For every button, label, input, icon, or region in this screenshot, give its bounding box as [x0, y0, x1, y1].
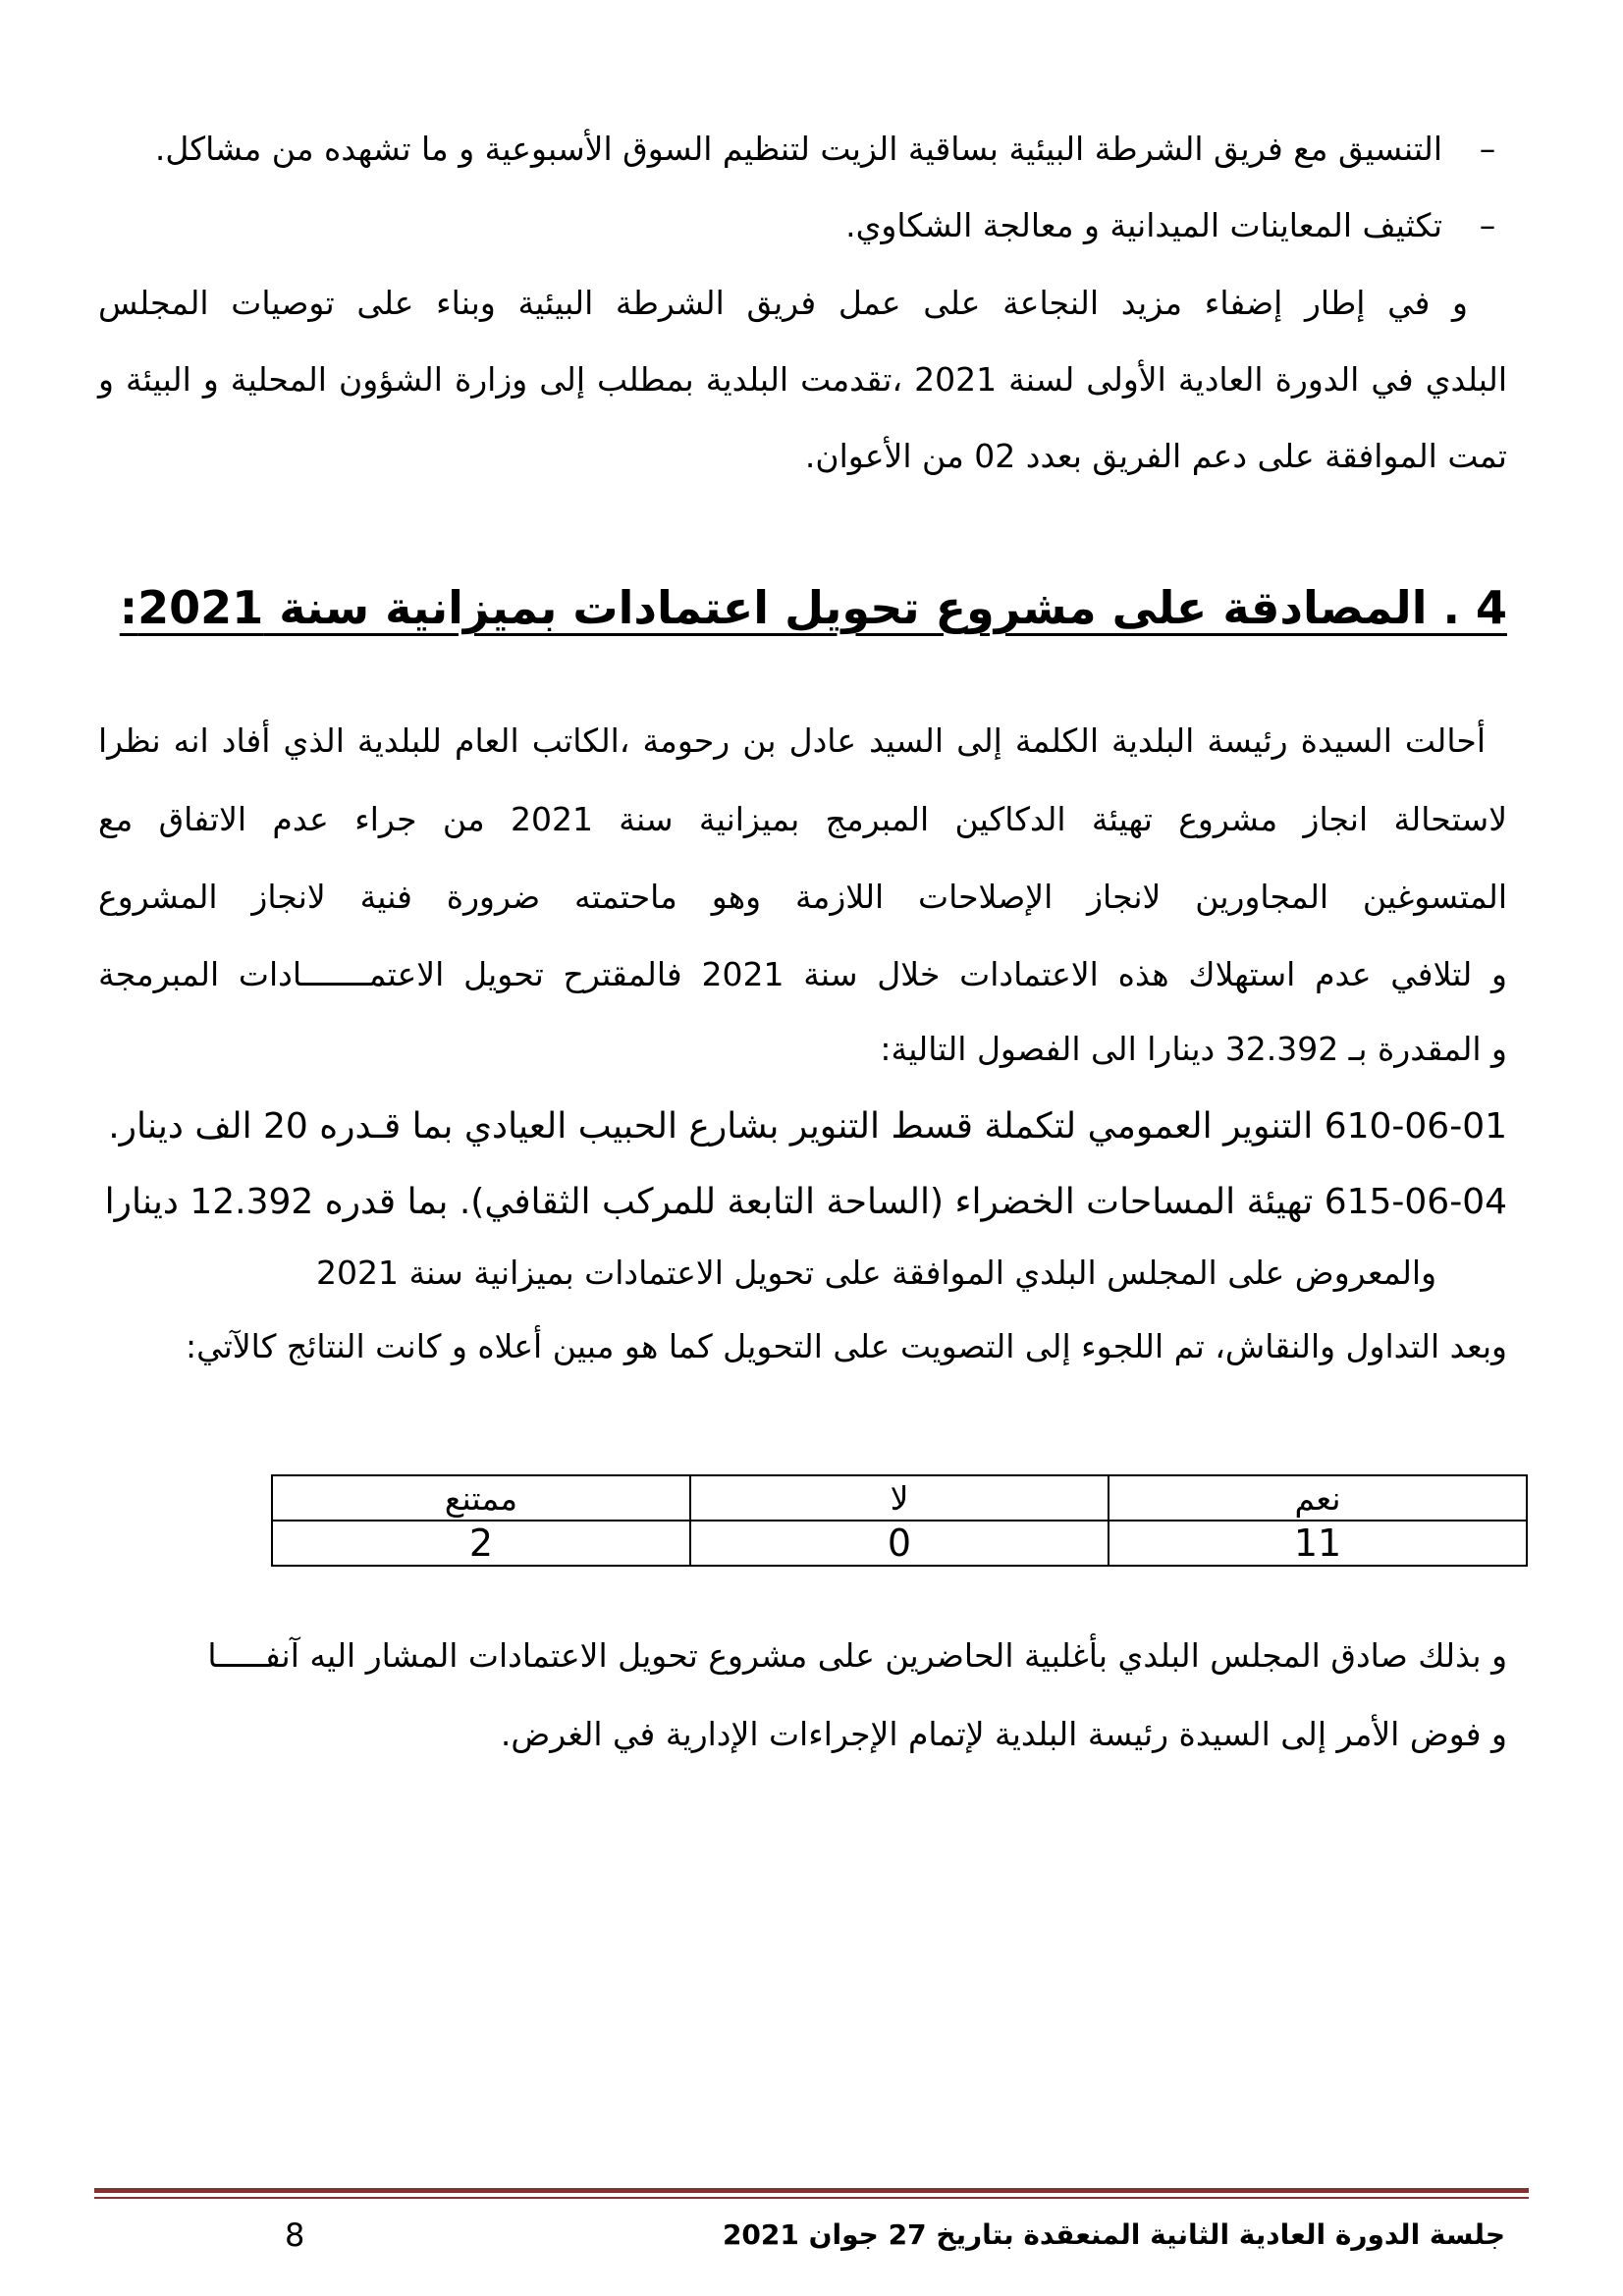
value-no: 0	[690, 1521, 1109, 1566]
paragraph-line: تمت الموافقة على دعم الفريق بعدد 02 من الأعوان.	[804, 437, 1507, 475]
conclusion-line: و فوض الأمر إلى السيدة رئيسة البلدية لإتمام الإجراءات الإدارية في الغرض.	[500, 1715, 1507, 1753]
list-item-text: تكثيف المعاينات الميدانية و معالجة الشكاوي.	[845, 206, 1442, 244]
header-no: لا	[690, 1475, 1109, 1521]
proposal-line: والمعروض على المجلس البلدي الموافقة على تحويل الاعتمادات بميزانية سنة 2021	[316, 1254, 1436, 1292]
budget-item: 615-06-04 تهيئة المساحات الخضراء (الساحة التابعة للمركب الثقافي). بما قدره 12.392 دينارا	[104, 1182, 1507, 1222]
paragraph-line: أحالت السيدة رئيسة البلدية الكلمة إلى السيد عادل بن رحومة ،الكاتب العام للبلدية الذي أفاد انه نظرا	[98, 721, 1486, 760]
list-item	[154, 130, 1507, 168]
list-item-text: التنسيق مع فريق الشرطة البيئية بساقية الزيت لتنظيم السوق الأسبوعية و ما تشهده من مشاكل.	[154, 130, 1442, 168]
paragraph-line: و لتلافي عدم استهلاك هذه الاعتمادات خلال سنة 2021 فالمقترح تحويل الاعتمـــــــادات المبرمجة	[98, 955, 1507, 993]
page-number: 8	[285, 2216, 305, 2254]
vote-table	[271, 1474, 1528, 1567]
header-yes: نعم	[1109, 1475, 1527, 1521]
value-abstain: 2	[272, 1521, 690, 1566]
paragraph-line: و المقدرة بـ 32.392 دينارا الى الفصول التالية:	[880, 1030, 1507, 1068]
list-item	[845, 206, 1507, 244]
bullet-dash: –	[1479, 130, 1496, 168]
paragraph-line: البلدي في الدورة العادية الأولى لسنة 2021 ،تقدمت البلدية بمطلب إلى وزارة الشؤون المحلية و البيئة و	[98, 360, 1507, 399]
table-header-row	[272, 1475, 1527, 1521]
footer-divider-thin	[94, 2197, 1529, 2199]
paragraph-line: المتسوغين المجاورين لانجاز الإصلاحات اللازمة وهو ماحتمته ضرورة فنية لانجاز المشروع	[98, 878, 1507, 916]
budget-item: 610-06-01 التنوير العمومي لتكملة قسط التنوير بشارع الحبيب العيادي بما قـدره 20 الف دينار.	[108, 1106, 1507, 1147]
vote-intro: وبعد التداول والنقاش، تم اللجوء إلى التصويت على التحويل كما هو مبين أعلاه و كانت النتائج كالآتي:	[186, 1327, 1507, 1365]
bullet-dash: –	[1479, 206, 1496, 244]
conclusion-line: و بذلك صادق المجلس البلدي بأغلبية الحاضرين على مشروع تحويل الاعتمادات المشار اليه آنفـــــا	[207, 1636, 1507, 1675]
section-heading: 4 . المصادقة على مشروع تحويل اعتمادات بميزانية سنة 2021:	[119, 581, 1507, 634]
footer-divider	[94, 2188, 1529, 2193]
value-yes: 11	[1109, 1521, 1527, 1566]
paragraph-line: لاستحالة انجاز مشروع تهيئة الدكاكين المبرمج بميزانية سنة 2021 من جراء عدم الاتفاق مع	[98, 800, 1508, 838]
header-abstain: ممتنع	[272, 1475, 690, 1521]
paragraph-line: و في إطار إضفاء مزيد النجاعة على عمل فريق الشرطة البيئية وبناء على توصيات المجلس	[98, 284, 1468, 322]
table-row	[272, 1521, 1527, 1566]
footer-session-text: جلسة الدورة العادية الثانية المنعقدة بتاريخ 27 جوان 2021	[722, 2218, 1505, 2251]
